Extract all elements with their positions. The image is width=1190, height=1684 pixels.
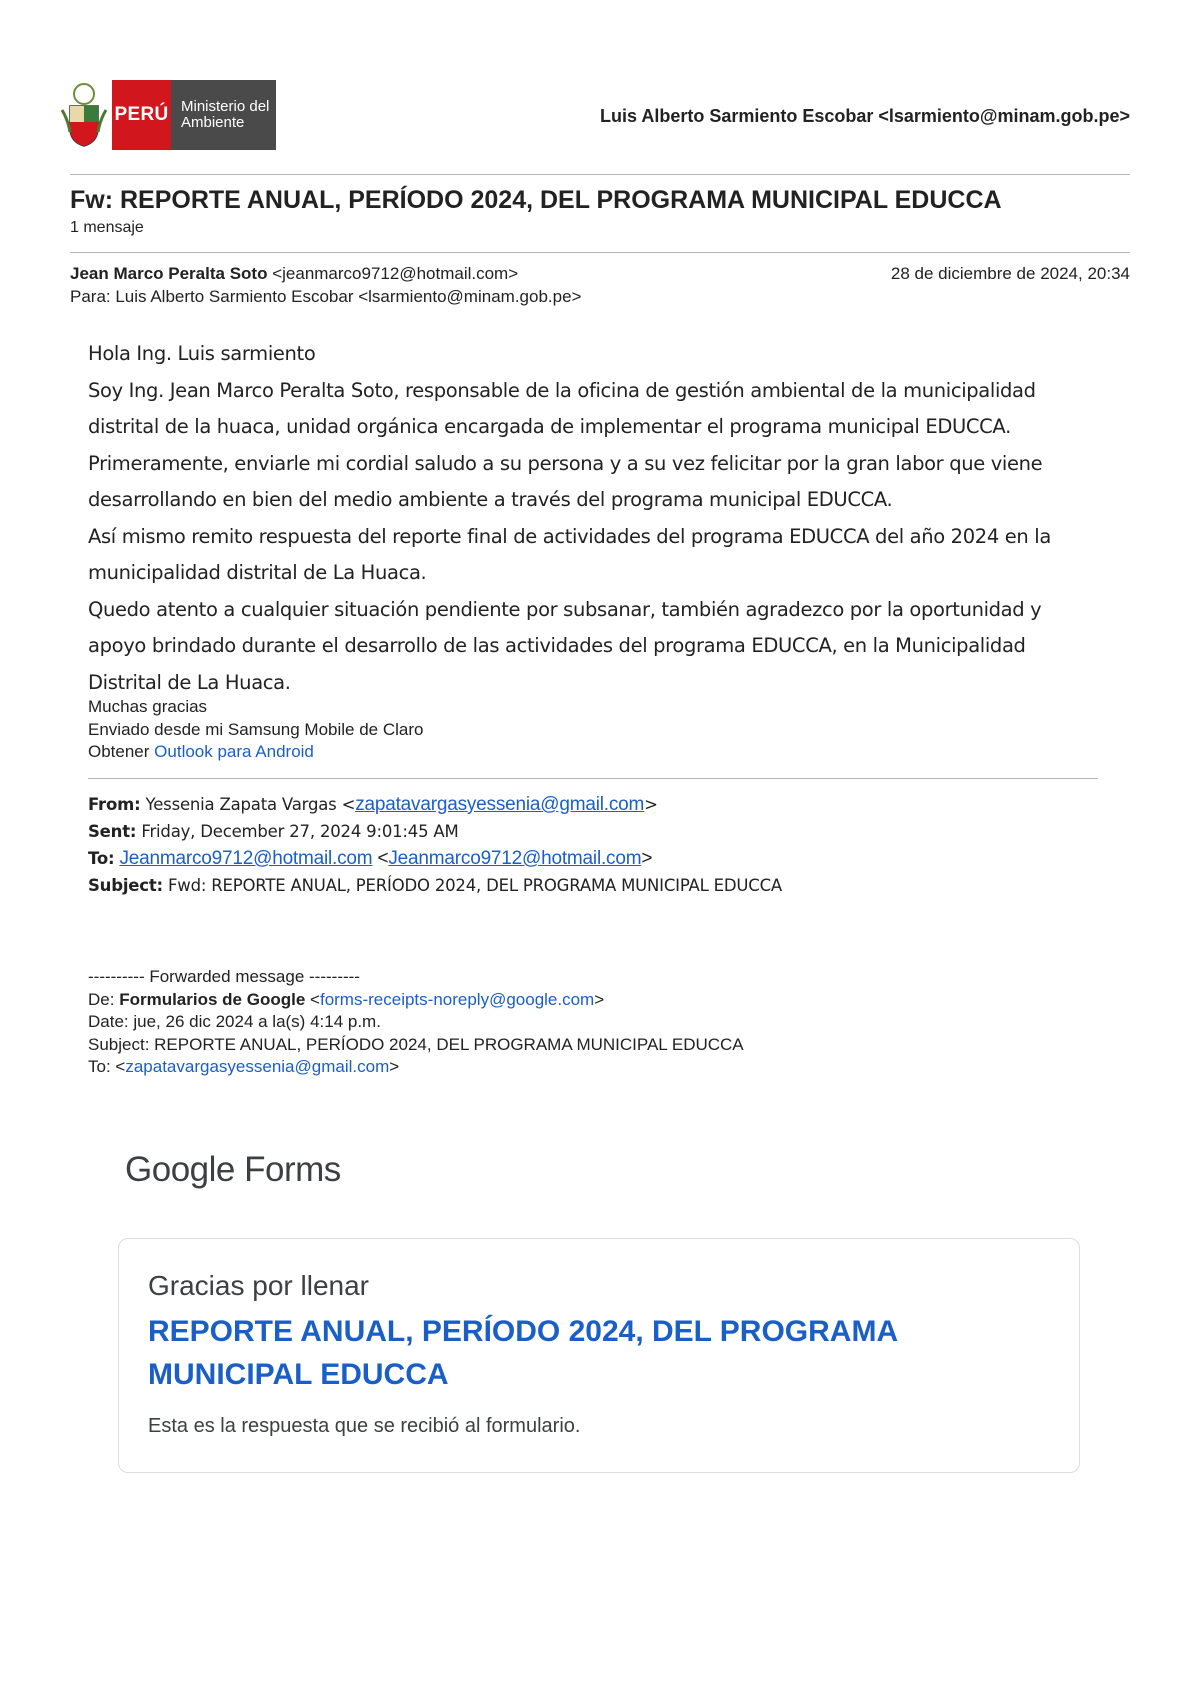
- logo-country: PERÚ: [112, 80, 171, 150]
- message-body: [88, 336, 1098, 701]
- to-label: To:: [88, 849, 115, 868]
- body-paragraph: Quedo atento a cualquier situación pendiente por subsanar, también agradezco por la oportunidad y apoyo brindado durante el desarrollo de las actividades del programa EDUCCA, en la Municipalidad Distrital de La Huaca.: [88, 597, 1042, 694]
- message-sender: [70, 264, 518, 284]
- quote-divider: [88, 778, 1098, 779]
- sent-label: Sent:: [88, 822, 137, 841]
- sent-from-line: Enviado desde mi Samsung Mobile de Claro: [88, 719, 424, 739]
- forward-from-label: De:: [88, 989, 115, 1009]
- body-paragraph: Así mismo remito respuesta del reporte final de actividades del programa EDUCCA del año 2024 en la municipalidad distrital de La Huaca.: [88, 524, 1051, 584]
- message-recipient: Para: Luis Alberto Sarmiento Escobar <lsarmiento@minam.gob.pe>: [70, 287, 582, 306]
- from-name: Yessenia Zapata Vargas <: [145, 795, 356, 814]
- to-email-link-2[interactable]: Jeanmarco9712@hotmail.com: [388, 848, 642, 869]
- body-paragraph: Primeramente, enviarle mi cordial saludo a su persona y a su vez felicitar por la gran labor que viene desarrollando en bien del medio ambiente a través del programa municipal EDUCCA.: [88, 451, 1043, 511]
- signature-block: [88, 696, 423, 764]
- forward-from-email[interactable]: forms-receipts-noreply@google.com: [319, 989, 595, 1009]
- forward-from: [88, 989, 744, 1012]
- logo-ministry: Ministerio del Ambiente: [171, 80, 276, 150]
- obtain-line: [88, 741, 423, 764]
- from-close: >: [644, 795, 658, 814]
- outlook-android-link[interactable]: Outlook para Android: [154, 742, 314, 761]
- original-to: [88, 845, 782, 872]
- forward-to: [88, 1056, 744, 1079]
- google-forms-logo: [125, 1150, 341, 1190]
- forward-separator: ---------- Forwarded message ---------: [88, 967, 360, 986]
- body-paragraph: Hola Ing. Luis sarmiento: [88, 342, 316, 365]
- from-email-link[interactable]: zapatavargasyessenia@gmail.com: [355, 794, 645, 815]
- forward-to-email[interactable]: zapatavargasyessenia@gmail.com: [125, 1057, 390, 1076]
- message-count: 1 mensaje: [70, 219, 144, 236]
- forward-from-close: >: [594, 989, 605, 1009]
- card-thanks: Gracias por llenar: [148, 1270, 369, 1301]
- original-from: [88, 791, 782, 818]
- sender-name: Jean Marco Peralta Soto: [70, 264, 268, 283]
- to-email-link[interactable]: Jeanmarco9712@hotmail.com: [119, 848, 373, 869]
- original-subject: [88, 872, 782, 899]
- ministry-logo: [60, 80, 276, 150]
- thread-subject: Fw: REPORTE ANUAL, PERÍODO 2024, DEL PROGRAMA MUNICIPAL EDUCCA: [70, 186, 1002, 214]
- sender-email: <jeanmarco9712@hotmail.com>: [272, 264, 519, 283]
- sent-value: Friday, December 27, 2024 9:01:45 AM: [141, 822, 459, 841]
- forward-subject: Subject: REPORTE ANUAL, PERÍODO 2024, DEL PROGRAMA MUNICIPAL EDUCCA: [88, 1034, 744, 1054]
- forward-to-close: >: [389, 1057, 400, 1076]
- forward-from-name: Formularios de Google: [119, 989, 306, 1009]
- to-open: <: [377, 848, 389, 869]
- card-form-title[interactable]: REPORTE ANUAL, PERÍODO 2024, DEL PROGRAMA MUNICIPAL EDUCCA: [148, 1315, 898, 1391]
- message-date: 28 de diciembre de 2024, 20:34: [890, 264, 1130, 283]
- subject-label: Subject:: [88, 876, 163, 895]
- forms-wordmark: Forms: [244, 1150, 341, 1189]
- subject-divider: [70, 252, 1130, 253]
- original-message-header: [88, 791, 782, 899]
- header-divider: [70, 174, 1130, 175]
- thanks-line: Muchas gracias: [88, 697, 208, 716]
- from-label: From:: [88, 795, 141, 814]
- forward-date: Date: jue, 26 dic 2024 a la(s) 4:14 p.m.: [88, 1012, 381, 1031]
- coat-of-arms-icon: [60, 80, 108, 150]
- obtain-prefix: Obtener: [88, 742, 150, 761]
- google-wordmark: Google: [125, 1150, 235, 1189]
- card-note: Esta es la respuesta que se recibió al formulario.: [148, 1415, 581, 1437]
- account-name: Luis Alberto Sarmiento Escobar <lsarmiento@minam.gob.pe>: [599, 106, 1130, 126]
- body-paragraph: Soy Ing. Jean Marco Peralta Soto, responsable de la oficina de gestión ambiental de la municipalidad distrital de la huaca, unidad orgánica encargada de implementar el programa municipal EDUCCA.: [88, 378, 1036, 438]
- forward-from-open: <: [310, 989, 320, 1009]
- to-close: >: [641, 848, 653, 869]
- forward-to-prefix: To: <: [88, 1057, 126, 1076]
- forwarded-message: [88, 966, 744, 1079]
- subject-value: Fwd: REPORTE ANUAL, PERÍODO 2024, DEL PROGRAMA MUNICIPAL EDUCCA: [168, 876, 782, 895]
- original-sent: [88, 818, 782, 845]
